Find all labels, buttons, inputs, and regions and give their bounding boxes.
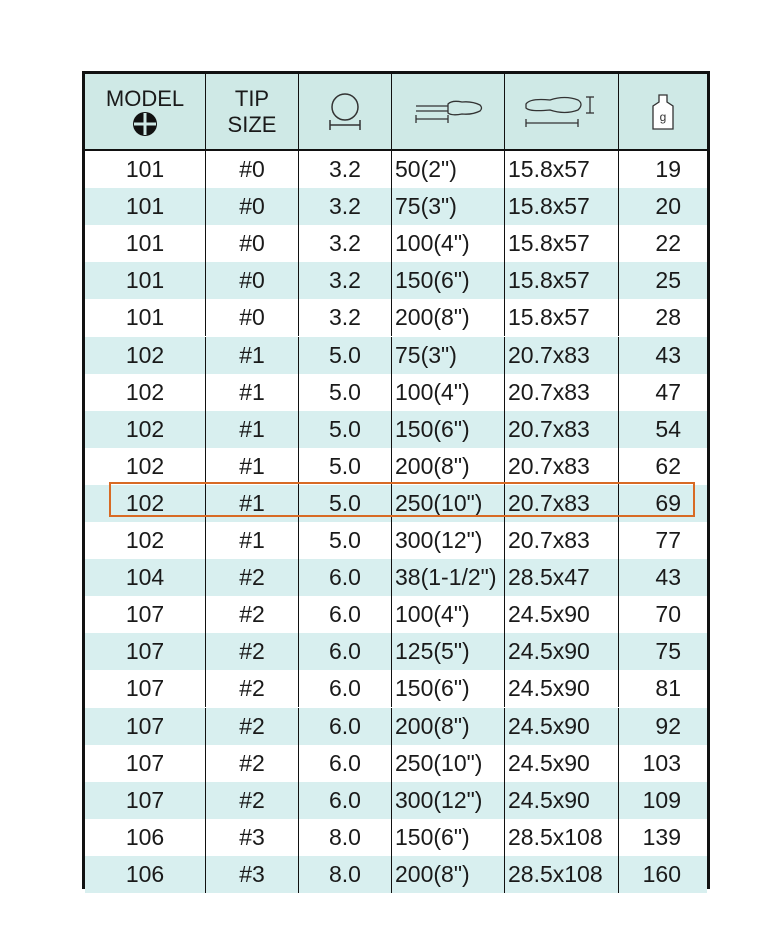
cell-length: 75(3") [392,337,505,374]
cell-handle-size: 20.7x83 [505,411,619,448]
cell-diameter: 6.0 [299,782,392,819]
cell-model: 101 [85,225,206,262]
cell-model: 102 [85,411,206,448]
table-row [85,448,707,485]
table-row [85,225,707,262]
cell-handle-size: 24.5x90 [505,670,619,707]
cell-tip-size: #2 [206,670,299,707]
cell-handle-size: 20.7x83 [505,485,619,522]
cell-tip-size: #2 [206,782,299,819]
table-row [85,411,707,448]
cell-model: 101 [85,299,206,336]
cell-model: 102 [85,485,206,522]
cell-model: 107 [85,670,206,707]
cell-diameter: 3.2 [299,151,392,188]
cell-weight: 81 [655,675,681,702]
cell-model: 101 [85,262,206,299]
cell-length: 300(12") [392,782,505,819]
cell-weight: 54 [655,415,681,442]
cell-model: 107 [85,782,206,819]
header-model-label: MODEL [105,85,185,111]
cell-handle-size: 20.7x83 [505,337,619,374]
cell-model: 102 [85,448,206,485]
cell-model: 101 [85,151,206,188]
header-blade-length [392,74,505,149]
cell-length: 200(8") [392,448,505,485]
cell-handle-size: 20.7x83 [505,448,619,485]
cell-diameter: 5.0 [299,522,392,559]
cell-diameter: 3.2 [299,262,392,299]
cell-tip-size: #1 [206,374,299,411]
cell-length: 50(2") [392,151,505,188]
cell-model: 104 [85,559,206,596]
table-row [85,522,707,559]
weight-unit: g [659,109,667,124]
cell-model: 101 [85,188,206,225]
cell-tip-size: #1 [206,448,299,485]
cell-handle-size: 28.5x108 [505,856,619,893]
cell-weight: 160 [642,860,681,887]
cell-length: 38(1-1/2") [392,559,505,596]
table-row [85,633,707,670]
cell-diameter: 8.0 [299,856,392,893]
cell-length: 150(6") [392,819,505,856]
cell-length: 100(4") [392,596,505,633]
cell-tip-size: #2 [206,745,299,782]
cell-tip-size: #0 [206,151,299,188]
cell-diameter: 5.0 [299,337,392,374]
cell-tip-size: #3 [206,856,299,893]
cell-weight: 109 [642,786,681,813]
header-tip-label: TIP [234,85,270,111]
cell-weight: 20 [655,193,681,220]
cell-tip-size: #0 [206,225,299,262]
cell-tip-size: #2 [206,596,299,633]
cell-model: 106 [85,856,206,893]
cell-model: 102 [85,522,206,559]
cell-handle-size: 15.8x57 [505,225,619,262]
cell-diameter: 6.0 [299,559,392,596]
cell-model: 107 [85,596,206,633]
cell-weight: 75 [655,638,681,665]
cell-handle-size: 15.8x57 [505,151,619,188]
cell-tip-size: #0 [206,299,299,336]
cell-diameter: 3.2 [299,188,392,225]
cell-diameter: 6.0 [299,596,392,633]
cell-diameter: 5.0 [299,485,392,522]
diameter-icon [325,90,365,134]
table-row [85,188,707,225]
cell-weight: 62 [655,452,681,479]
cell-handle-size: 24.5x90 [505,745,619,782]
cell-tip-size: #1 [206,411,299,448]
cell-length: 250(10") [392,485,505,522]
header-weight [619,74,707,149]
cell-length: 250(10") [392,745,505,782]
table-row [85,337,707,374]
cell-length: 150(6") [392,262,505,299]
cell-handle-size: 20.7x83 [505,522,619,559]
cell-diameter: 8.0 [299,819,392,856]
cell-weight: 69 [655,489,681,516]
cell-diameter: 5.0 [299,448,392,485]
header-diameter [299,74,392,149]
table-row [85,151,707,188]
table-row [85,299,707,336]
header-model [85,74,206,149]
cell-tip-size: #1 [206,485,299,522]
cell-model: 107 [85,745,206,782]
table-row [85,819,707,856]
cell-handle-size: 24.5x90 [505,782,619,819]
blade-length-icon [412,97,484,127]
table-row [85,374,707,411]
phillips-tip-icon [132,111,158,137]
cell-weight: 22 [655,230,681,257]
cell-length: 200(8") [392,856,505,893]
cell-length: 200(8") [392,708,505,745]
cell-handle-size: 15.8x57 [505,262,619,299]
table-row [85,782,707,819]
table-row [85,856,707,893]
cell-diameter: 6.0 [299,670,392,707]
table-row [85,559,707,596]
cell-handle-size: 15.8x57 [505,299,619,336]
cell-length: 150(6") [392,670,505,707]
header-tip-size [206,74,299,149]
cell-handle-size: 28.5x47 [505,559,619,596]
spec-table [82,71,710,889]
cell-diameter: 5.0 [299,374,392,411]
cell-weight: 92 [655,712,681,739]
header-handle-size [505,74,619,149]
cell-weight: 103 [642,749,681,776]
cell-weight: 19 [655,156,681,183]
cell-handle-size: 24.5x90 [505,633,619,670]
table-row [85,670,707,707]
cell-weight: 25 [655,267,681,294]
cell-tip-size: #1 [206,337,299,374]
cell-tip-size: #1 [206,522,299,559]
cell-length: 75(3") [392,188,505,225]
cell-handle-size: 24.5x90 [505,708,619,745]
cell-handle-size: 28.5x108 [505,819,619,856]
cell-length: 300(12") [392,522,505,559]
cell-length: 100(4") [392,374,505,411]
cell-tip-size: #0 [206,188,299,225]
cell-diameter: 3.2 [299,225,392,262]
cell-weight: 43 [655,564,681,591]
table-header [85,74,707,151]
cell-weight: 70 [655,601,681,628]
cell-model: 107 [85,633,206,670]
cell-diameter: 3.2 [299,299,392,336]
cell-tip-size: #2 [206,633,299,670]
cell-model: 107 [85,708,206,745]
cell-weight: 77 [655,527,681,554]
header-size-label: SIZE [227,111,277,137]
weight-icon [650,92,676,132]
cell-diameter: 6.0 [299,745,392,782]
table-row [85,485,707,522]
cell-tip-size: #3 [206,819,299,856]
cell-weight: 139 [642,823,681,850]
cell-length: 125(5") [392,633,505,670]
cell-weight: 43 [655,341,681,368]
cell-diameter: 6.0 [299,708,392,745]
cell-tip-size: #2 [206,559,299,596]
cell-diameter: 5.0 [299,411,392,448]
table-row [85,596,707,633]
cell-handle-size: 20.7x83 [505,374,619,411]
cell-model: 106 [85,819,206,856]
cell-length: 100(4") [392,225,505,262]
table-row [85,262,707,299]
cell-weight: 47 [655,378,681,405]
cell-length: 200(8") [392,299,505,336]
handle-size-icon [520,92,604,132]
cell-model: 102 [85,374,206,411]
cell-handle-size: 24.5x90 [505,596,619,633]
cell-tip-size: #0 [206,262,299,299]
cell-handle-size: 15.8x57 [505,188,619,225]
table-row [85,708,707,745]
cell-diameter: 6.0 [299,633,392,670]
table-row [85,745,707,782]
cell-tip-size: #2 [206,708,299,745]
cell-model: 102 [85,337,206,374]
cell-weight: 28 [655,304,681,331]
cell-length: 150(6") [392,411,505,448]
